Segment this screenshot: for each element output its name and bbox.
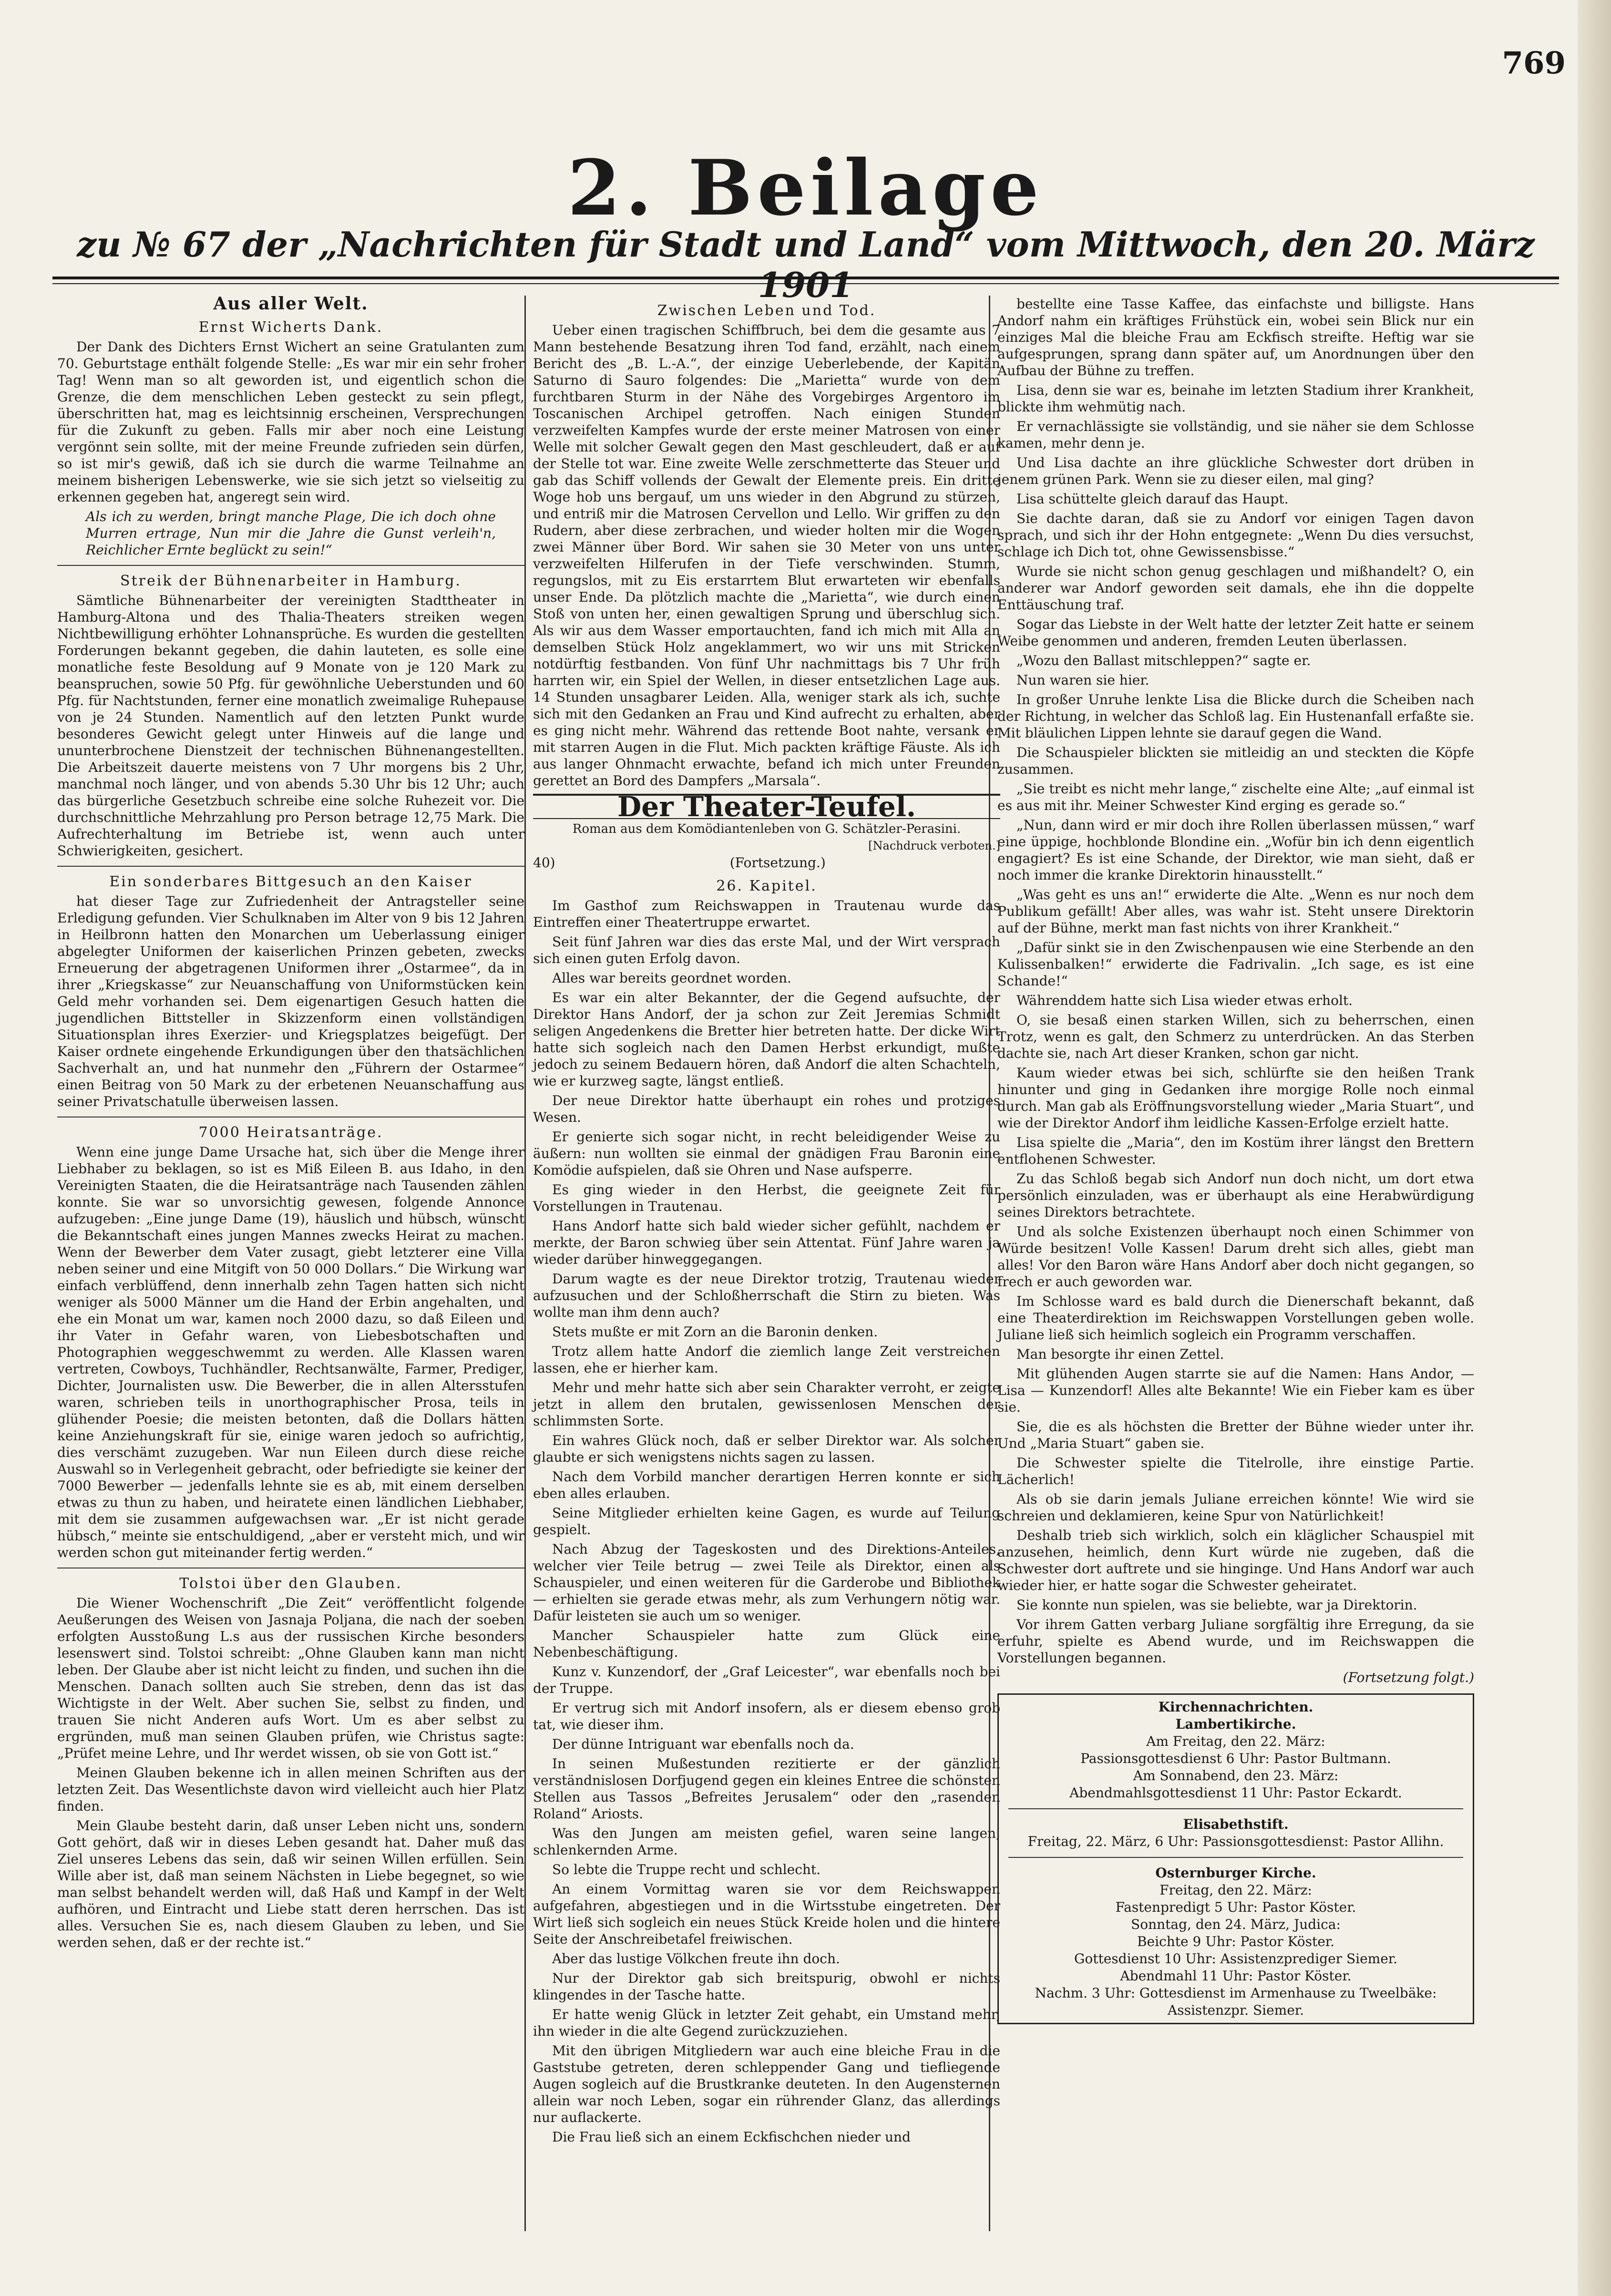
novel-title: Der Theater-Teufel. (533, 794, 1000, 819)
novel-text: Seine Mitglieder erhielten keine Gagen, es wurde auf Teilung gespielt. (533, 1505, 1000, 1538)
header-rule (52, 277, 1559, 284)
article-text: Meinen Glauben bekenne ich in allen meinen Schriften aus der letzten Zeit. Das Wesentlichste davon wird vielleicht auch hier Platz finden. (57, 1765, 524, 1814)
article-title: 7000 Heiratsanträge. (198, 1124, 383, 1141)
article-text: Der Dank des Dichters Ernst Wichert an seine Gratulanten zum 70. Geburtstage enthält folgende Stelle: „Es war mir ein sehr froher Tag! Wenn man so alt geworden ist, und eigentlich schon die Grenze, die dem menschlichen Leben gesteckt zu sein pflegt, überschritten hat, mag es leichtsinnig erscheinen, Versprechungen für die Zukunft zu geben. Falls mir aber noch eine Leistung vergönnt sein sollte, mit der meine Freunde zufrieden sein dürfen, so ist mir's gewiß, daß ich sie durch die warme Teilnahme an meinem bisherigen Lebenswerke, wie sie sich jetzt so vielseitig zu erkennen gegeben hat, angeregt sein wird. (57, 339, 524, 505)
novel-text: Lisa, denn sie war es, beinahe im letzten Stadium ihrer Krankheit, blickte ihm wehmütig nach. (997, 382, 1474, 415)
novel-text: In großer Unruhe lenkte Lisa die Blicke durch die Scheiben nach der Richtung, in welcher das Schloß lag. Ein Hustenanfall erfaßte sie. Mit bläulichen Lippen lehnte sie darauf gegen die Wand. (997, 692, 1474, 741)
novel-text: Sogar das Liebste in der Welt hatte der letzter Zeit hatte er seinem Weibe genommen und anderen, fremden Leuten überlassen. (997, 616, 1474, 649)
novel-text: Die Schwester spielte die Titelrolle, ihre einstige Partie. Lächerlich! (997, 1455, 1474, 1487)
novel-text: Sie konnte nun spielen, was sie beliebte, war ja Direktorin. (1016, 1597, 1417, 1613)
novel-text: Aber das lustige Völkchen freute ihn doch. (552, 1951, 840, 1967)
service-line: Abendmahlsgottesdienst 11 Uhr: Pastor Eckardt. (1069, 1785, 1402, 1801)
church-notices-box (997, 1693, 1474, 2024)
article-text: Ueber einen tragischen Schiffbruch, bei dem die gesamte aus 7 Mann bestehende Besatzung ihren Tod fand, erzählt, nach einem Bericht des „B. L.-A.“, der einzige Ueberlebende, der Kapitän Saturno di Sauro folgendes: Die „Marietta“ wurde von dem furchtbaren Sturm in der Nähe des Vorgebirges Argentoro im Toscanischen Archipel getroffen. Nach einigen Stunden verzweifelten Kampfes wurde der erste meiner Matrosen von einer Welle mit solcher Gewalt gegen den Mast geschleudert, daß er auf der Stelle tot war. Eine zweite Welle zerschmetterte das Steuer und gab das Schiff vollends der Gewalt der Elemente preis. Ein dritte Woge hob uns bergauf, um uns wieder in den Abgrund zu stürzen, und entriß mir die Matrosen Cervellon und Lello. Wir griffen zu den Rudern, aber diese zerbrachen, und wieder holten mir die Wogen zwei Männer über Bord. Wir sahen sie 30 Meter von uns unter verzweifelten Hilferufen in der Tiefe verschwinden. Stumm, regungslos, mit zu Eis erstarrtem Blut erwarteten wir ebenfalls unser Ende. Da plötzlich machte die „Marietta“, wie durch einen Stoß von unten her, einen gewaltigen Sprung und überschlug sich. Als wir aus dem Wasser emportauchten, fand ich mich mit Alla an demselben Stück Holz angeklammert, wo wir uns mit Stricken notdürftig festbanden. Von fünf Uhr nachmittags bis 7 Uhr früh harrten wir, ein Spiel der Wellen, in dieser entsetzlichen Lage aus. 14 Stunden unsagbarer Leiden. Alla, weniger stark als ich, suchte sich mit den Gedanken an Frau und Kind aufrecht zu erhalten, aber es ging nicht mehr. Während das rettende Boot nahte, versank er mit starren Augen in die Flut. Mich packten kräftige Fäuste. Als ich aus langer Ohnmacht erwachte, befand ich mich unter Freunden gerettet an Bord des Dampfers „Marsala“. (533, 322, 1000, 789)
divider (1008, 1808, 1463, 1809)
novel-text: Seit fünf Jahren war dies das erste Mal, und der Wirt versprach sich einen guten Erfolg davon. (533, 934, 1000, 966)
novel-text: Nach Abzug der Tageskosten und des Direktions-Anteiles, welcher vier Teile betrug — zwei Teile als Direktor, einen als Schauspieler, und einen weiteren für die Garderobe und Bibliothek — erhielten sie gerade etwas mehr, als zum Verhungern nötig war. Dafür leisteten sie auch um so weniger. (533, 1541, 1000, 1624)
novel-text: Sie, die es als höchsten die Bretter der Bühne wieder unter ihr. Und „Maria Stuart“ gaben sie. (997, 1419, 1474, 1451)
novel-text: Er genierte sich sogar nicht, in recht beleidigender Weise zu äußern: nun wollten sie einmal der gnädigen Frau Baronin eine Komödie aufspielen, daß sie Ohren und Nase aufsperre. (533, 1129, 1000, 1178)
novel-text: Es ging wieder in den Herbst, die geeignete Zeit für Vorstellungen in Trautenau. (533, 1182, 1000, 1214)
novel-text: Hans Andorf hatte sich bald wieder sicher gefühlt, nachdem er merkte, der Baron schwieg über sein Attentat. Fünf Jahre waren ja wieder darüber hinweggegangen. (533, 1218, 1000, 1267)
novel-text: „Dafür sinkt sie in den Zwischenpausen wie eine Sterbende an den Kulissenbalken!“ erwiderte die Fadrivalin. „Ich sage, es ist eine Schande!“ (997, 940, 1474, 989)
novel-text: Vor ihrem Gatten verbarg Juliane sorgfältig ihre Erregung, da sie erfuhr, spielte es Abend wurde, und im Reichswappen die Vorstellungen begannen. (997, 1617, 1474, 1666)
novel-text: „Wozu den Ballast mitschleppen?“ sagte er. (1016, 653, 1311, 668)
novel-text: Als ob sie darin jemals Juliane erreichen könnte! Wie wird sie schreien und deklamieren, keine Spur von Natürlichkeit! (997, 1491, 1474, 1524)
article-text: Mein Glaube besteht darin, daß unser Leben nicht uns, sondern Gott gehört, daß wir in dieses Leben gesandt hat. Daher muß das Ziel unseres Lebens das sein, daß wir seinen Willen erfüllen. Sein Wille aber ist, daß man seinem Nächsten in Liebe begegnet, so wie man selbst behandelt werden will, daß Haß und Kampf in der Welt aufhören, und Eintracht und Liebe statt deren herrschen. Das ist alles. Versuchen Sie es, nach diesem Glauben zu leben, und Sie werden sehen, daß er der rechte ist.“ (57, 1818, 524, 1950)
novel-text: So lebte die Truppe recht und schlecht. (552, 1862, 821, 1877)
service-line: Beichte 9 Uhr: Pastor Köster. (1137, 1934, 1335, 1949)
column-2 (533, 296, 1000, 2148)
novel-text: Der neue Direktor hatte überhaupt ein rohes und protziges Wesen. (533, 1093, 1000, 1125)
church-name: Osternburger Kirche. (1155, 1865, 1316, 1881)
service-line: Nachm. 3 Uhr: Gottesdienst im Armenhause zu Tweelbäke: Assistenzpr. Siemer. (1035, 1985, 1437, 2018)
novel-text: Im Schlosse ward es bald durch die Dienerschaft bekannt, daß eine Theaterdirektion im Reichswappen Vorstellungen geben wolle. Juliane ließ sich heimlich sogleich ein Programm verschaffen. (997, 1293, 1474, 1343)
reprint-notice: [Nachdruck verboten.] (868, 839, 1000, 852)
supplement-title: 2. Beilage (567, 143, 1044, 233)
novel-text: Im Gasthof zum Reichswappen in Trautenau wurde das Eintreffen einer Theatertruppe erwartet. (533, 898, 1000, 930)
continuation-label: (Fortsetzung.) (729, 855, 826, 871)
service-line: Abendmahl 11 Uhr: Pastor Köster. (1120, 1968, 1352, 1984)
service-line: Freitag, 22. März, 6 Uhr: Passionsgottesdienst: Pastor Allihn. (1027, 1834, 1444, 1849)
page-number: 769 (1502, 45, 1566, 81)
church-name: Elisabethstift. (1183, 1816, 1289, 1832)
article-text: Wenn eine junge Dame Ursache hat, sich über die Menge ihrer Liebhaber zu beklagen, so ist es Miß Eileen B. aus Idaho, in den Vereinigten Staaten, die die Heiratsanträge nach Tausenden zählen konnte. Sie war so unvorsichtig gewesen, folgende Annonce aufzugeben: „Eine junge Dame (19), häuslich und hübsch, wünscht die Bekanntschaft eines jungen Mannes zwecks Heirat zu machen. Wenn der Bewerber dem Vater zusagt, giebt letzterer eine Villa neben seiner und eine Mitgift von 50 000 Dollars.“ Die Wirkung war einfach verblüffend, denn innerhalb zehn Tagen hatten sich nicht weniger als 5000 Männer um die Hand der Erbin angehalten, und ehe ein Monat um war, kamen noch 2000 dazu, so daß Eileen und ihr Vater in Gefahr waren, von Liebesbotschaften und Photographien weggeschwemmt zu werden. Alle Klassen waren vertreten, Cowboys, Tuchhändler, Rechtsanwälte, Farmer, Prediger, Dichter, Journalisten usw. Die Bewerber, die in allen Altersstufen waren, schrieben teils in unorthographischer Prosa, teils in glühender Poesie; die meisten betonten, daß die Dollars hätten keine Anziehungskraft für sie, einige waren jedoch so aufrichtig, dies verschämt zuzugeben. War nun Eileen durch diese reiche Auswahl so in Verlegenheit gebracht, oder befriedigte sie keiner der 7000 Bewerber — jedenfalls lehnte sie es ab, mit einem derselben etwas zu thun zu haben, und heiratete einen ländlichen Liebhaber, mit dem sie zusammen aufgewachsen war. „Er ist nicht gerade hübsch,“ meinte sie entschuldigend, „aber er versteht mich, und wir werden schon gut miteinander fertig werden.“ (57, 1144, 524, 1560)
novel-text: Alles war bereits geordnet worden. (552, 970, 791, 986)
article-title: Tolstoi über den Glauben. (179, 1575, 402, 1592)
novel-text: Mit den übrigen Mitgliedern war auch eine bleiche Frau in die Gaststube getreten, deren schleppender Gang und tiefliegende Augen sogleich auf die Brustkranke deuteten. In den Augensternen allein war noch Leben, sogar ein rührender Glanz, das allerdings nur auflackerte. (533, 2043, 1000, 2125)
service-line: Am Sonnabend, den 23. März: (1133, 1768, 1339, 1784)
novel-text: Kunz v. Kunzendorf, der „Graf Leicester“, war ebenfalls noch bei der Truppe. (533, 1664, 1000, 1696)
article-title: Ein sonderbares Bittgesuch an den Kaiser (109, 873, 472, 890)
novel-text: Und als solche Existenzen überhaupt noch einen Schimmer von Würde besitzen! Volle Kassen! Darum dreht sich alles, giebt man alles! Vor den Baron wäre Hans Andorf aber doch nicht gegangen, so frech er auch geworden war. (997, 1224, 1474, 1290)
novel-text: Lisa schüttelte gleich darauf das Haupt. (1016, 491, 1289, 507)
novel-text: Deshalb trieb sich wirklich, solch ein kläglicher Schauspiel mit anzusehen, heimlich, denn Kurt würde nie zugeben, daß die Schwester dort auftrete und sie hinginge. Und Hans Andorf war auch wieder hier, er hatte sogar die Schwester geheiratet. (997, 1527, 1474, 1593)
service-line: Fastenpredigt 5 Uhr: Pastor Köster. (1115, 1899, 1356, 1915)
continuation-note: (Fortsetzung folgt.) (1343, 1670, 1474, 1685)
article-text: Sämtliche Bühnenarbeiter der vereinigten Stadttheater in Hamburg-Altona und des Thalia-Theaters streiken wegen Nichtbewilligung erhöhter Lohnansprüche. Es wurden die gestellten Forderungen bekannt gegeben, die dahin lauteten, es solle eine monatliche feste Besoldung auf 9 Monate von je 120 Mark zu beanspruchen, sowie 50 Pfg. für gewöhnliche Ueberstunden und 60 Pfg. für Nachtstunden, ferner eine monatlich zweimalige Ruhepause von je 24 Stunden. Namentlich auf den letzten Punkt wurde besonderes Gewicht gelegt unter Hinweis auf die lange und ununterbrochene Dienstzeit der technischen Bühnenangestellten. Die Arbeitszeit dauerte meistens von 7 Uhr morgens bis 2 Uhr, manchmal noch länger, und von abends 5.30 Uhr bis 12 Uhr; auch das bürgerliche Gesetzbuch schreibe eine solche Ruhezeit vor. Die durchschnittliche Mehrzahlung pro Person betrage 12,75 Mark. Die Aufrechterhaltung im Betriebe ist, wenn auch unter Schwierigkeiten, gesichert. (57, 593, 524, 859)
novel-text: „Was geht es uns an!“ erwiderte die Alte. „Wenn es nur noch dem Publikum gefällt! Aber alles, was wahr ist. Steht unsere Direktorin auf der Bühne, merkt man fast nichts von ihrer Krankheit.“ (997, 887, 1474, 936)
column-3 (997, 296, 1474, 2024)
page-edge (1578, 0, 1611, 2296)
article-text: Die Wiener Wochenschrift „Die Zeit“ veröffentlicht folgende Aeußerungen des Weisen von Jasnaja Poljana, die nach der soeben erfolgten Ausstoßung L.s aus der russischen Kirche besonders lesenswert sind. Tolstoi schreibt: „Ohne Glauben kann man nicht leben. Der Glaube aber ist nicht leicht zu finden, und suchen ihn die Menschen. Danach sollten auch Sie streben, denn das ist das Wichtigste in der Welt. Aber suchen Sie, selbst zu finden, und trauen Sie nicht Anderen aufs Wort. Um es aber selbst zu ergründen, muß man seinen Glauben prüfen, wie Christus sagte: „Prüfet meine Lehre, und Ihr werdet wissen, ob sie von Gott ist.“ (57, 1595, 524, 1761)
section-heading: Aus aller Welt. (213, 294, 369, 314)
novel-text: Und Lisa dachte an ihre glückliche Schwester dort drüben in jenem grünen Park. Wenn sie zu dieser eilen, mal ging? (997, 455, 1474, 487)
service-line: Sonntag, den 24. März, Judica: (1131, 1917, 1341, 1932)
novel-text: Mancher Schauspieler hatte zum Glück eine Nebenbeschäftigung. (533, 1628, 1000, 1660)
novel-text: „Sie treibt es nicht mehr lange,“ zischelte eine Alte; „auf einmal ist es aus mit ihr. Meiner Schwester Kind erging es gerade so.“ (997, 781, 1474, 813)
novel-text: Nun waren sie hier. (1016, 672, 1149, 688)
divider (57, 565, 524, 566)
novel-text: Die Schauspieler blickten sie mitleidig an und steckten die Köpfe zusammen. (997, 745, 1474, 777)
service-line: Gottesdienst 10 Uhr: Assistenzprediger Siemer. (1074, 1951, 1397, 1967)
novel-text: Trotz allem hatte Andorf die ziemlich lange Zeit verstreichen lassen, ehe er hierher kam. (533, 1343, 1000, 1376)
poem: Als ich zu werden, bringt manche Plage, Die ich doch ohne Murren ertrage, Nun mir die Jahre die Gunst verleih'n, Reichlicher Ernte beglückt zu sein!“ (86, 509, 496, 558)
service-line: Freitag, den 22. März: (1160, 1882, 1312, 1898)
novel-text: Nur der Direktor gab sich breitspurig, obwohl er nichts klingendes in der Tasche hatte. (533, 1970, 1000, 2003)
article-title: Ernst Wicherts Dank. (198, 319, 383, 336)
article-title: Streik der Bühnenarbeiter in Hamburg. (120, 573, 462, 589)
column-1 (57, 296, 524, 1954)
novel-subtitle: Roman aus dem Komödiantenleben von G. Schätzler-Perasini. (572, 822, 961, 836)
novel-text: Ein wahres Glück noch, daß er selber Direktor war. Als solcher glaubte er sich wenigstens nichts sagen zu lassen. (533, 1433, 1000, 1465)
novel-text: Die Frau ließ sich an einem Eckfischchen nieder und (552, 2129, 911, 2145)
novel-text: An einem Vormittag waren sie vor dem Reichswappen aufgefahren, abgestiegen und in die Wirtsstube eingetreten. Der Wirt ließ sich sogleich ein neues Stück Kreide holen und die hintere Seite der Anschreibetafel freiwischen. (533, 1881, 1000, 1947)
novel-text: Wurde sie nicht schon genug geschlagen und mißhandelt? O, ein anderer war Andorf geworden seit damals, ehe ihn die doppelte Enttäuschung traf. (997, 564, 1474, 613)
novel-text: Darum wagte es der neue Direktor trotzig, Trautenau wieder aufzusuchen und der Schloßherrschaft die Stirn zu bieten. Was wollte man ihm denn auch? (533, 1271, 1000, 1320)
novel-text: Mehr und mehr hatte sich aber sein Charakter verroht, er zeigte jetzt in allem den brutalen, gewissenlosen Menschen der schlimmsten Sorte. (533, 1380, 1000, 1429)
installment-number: 40) (533, 855, 555, 871)
article-text: hat dieser Tage zur Zufriedenheit der Antragsteller seine Erledigung gefunden. Vier Schulknaben im Alter von 9 bis 12 Jahren in Heilbronn hatten den Monarchen um Ueberlassung einiger abgelegter Uniformen der kaiserlichen Prinzen gebeten, zwecks Erneuerung der abgetragenen Uniformen ihrer „Ostarmee“, da in ihrer „Kriegskasse“ zur Neuanschaffung von Uniformstücken kein Geld mehr vorhanden sei. Dem eigenartigen Gesuch hatten die jugendlichen Bittsteller in Skizzenform einen vollständigen Situationsplan ihres Exerzier- und Kriegsplatzes beigefügt. Der Kaiser ordnete eingehende Erkundigungen über den thatsächlichen Sachverhalt an, und hat nunmehr den „Führern der Ostarmee“ einen Beitrag von 50 Mark zu der erbetenen Neuanschaffung aus seiner Privatschatulle überweisen lassen. (57, 893, 524, 1109)
divider (1008, 1857, 1463, 1858)
installment-line (533, 854, 1000, 871)
article-title: Zwischen Leben und Tod. (657, 302, 876, 319)
novel-text: Sie dachte daran, daß sie zu Andorf vor einigen Tagen davon sprach, und sich ihr der Hohn entgegnete: „Wenn Du dies versuchst, schlage ich Dich tot, ohne Gewissensbisse.“ (997, 511, 1474, 560)
church-name: Lambertikirche. (1175, 1716, 1296, 1732)
novel-text: Zu das Schloß begab sich Andorf nun doch nicht, um dort etwa persönlich einzuladen, was er überhaupt als eine Herabwürdigung seines Direktors betrachtete. (997, 1171, 1474, 1220)
novel-text: „Nun, dann wird er mir doch ihre Rollen überlassen müssen,“ warf eine üppige, hochblonde Blondine ein. „Wofür bin ich denn eigentlich engagiert? Es ist eine Schande, der Direktor, wie man sieht, daß er noch immer die kranke Direktorin hinausstellt.“ (997, 817, 1474, 883)
novel-text: Was den Jungen am meisten gefiel, waren seine langen, schlenkernden Arme. (533, 1825, 1000, 1858)
novel-text: Man besorgte ihr einen Zettel. (1016, 1346, 1224, 1362)
novel-text: Nach dem Vorbild mancher derartigen Herren konnte er sich eben alles erlauben. (533, 1469, 1000, 1501)
church-notices-title: Kirchennachrichten. (1158, 1699, 1313, 1715)
novel-text: Es war ein alter Bekannter, der die Gegend aufsuchte, der Direktor Hans Andorf, der ja schon zur Zeit Jeremias Schmidt seligen Angedenkens die Bretter hier betreten hatte. Der dicke Wirt hatte sich sogleich nach den Damen Herbst erkundigt, mußte jedoch zu seinem Bedauern hören, daß Andorf die alten Schachteln, wie er kurzweg sagte, längst entließ. (533, 990, 1000, 1089)
novel-text: Er vernachlässigte sie vollständig, und sie näher sie dem Schlosse kamen, mehr denn je. (997, 419, 1474, 451)
supplement-subtitle: zu № 67 der „Nachrichten für Stadt und Land“ vom Mittwoch, den 20. März 1901 (77, 224, 1535, 305)
novel-text: Er vertrug sich mit Andorf insofern, als er diesem ebenso grob tat, wie dieser ihm. (533, 1700, 1000, 1732)
novel-text: O, sie besaß einen starken Willen, sich zu beherrschen, einen Trotz, wenn es galt, den Schmerz zu unterdrücken. An das Sterben dachte sie, nach Art dieser Kranken, schon gar nicht. (997, 1012, 1474, 1061)
novel-text: In seinen Mußestunden rezitierte er der gänzlich verständnislosen Dorfjugend gegen ein kleines Entree die schönsten Stellen aus Tassos „Befreites Jerusalem“ oder den „rasenden Roland“ Ariosts. (533, 1756, 1000, 1822)
novel-text: bestellte eine Tasse Kaffee, das einfachste und billigste. Hans Andorf nahm ein kräftiges Frühstück ein, wobei sein Blick nur ein einziges Mal die bleiche Frau am Eckfisch streifte. Heftig war sie aufgesprungen, sprang dann später auf, um Anordnungen über den Aufbau der Bühne zu treffen. (997, 296, 1474, 379)
novel-text: Lisa spielte die „Maria“, den im Kostüm ihrer längst den Brettern entflohenen Schwester. (997, 1135, 1474, 1167)
novel-text: Er hatte wenig Glück in letzter Zeit gehabt, ein Umstand mehr, ihn wieder in die alte Gegend zurückzuziehen. (533, 2007, 1000, 2039)
novel-text: Der dünne Intriguant war ebenfalls noch da. (552, 1736, 854, 1752)
service-line: Am Freitag, den 22. März: (1146, 1733, 1325, 1749)
novel-text: Kaum wieder etwas bei sich, schlürfte sie den heißen Trank hinunter und ging in Gedanken ihre morgige Rolle noch einmal durch. Man gab als Eröffnungsvorstellung wieder „Maria Stuart“, und wie der Direktor Andorf ihm leidliche Kassen-Erfolge erzielt hatte. (997, 1065, 1474, 1131)
column-divider (524, 296, 526, 2231)
chapter-heading: 26. Kapitel. (716, 878, 817, 894)
novel-text: Währenddem hatte sich Lisa wieder etwas erholt. (1016, 993, 1353, 1008)
novel-text: Mit glühenden Augen starrte sie auf die Namen: Hans Andor, — Lisa — Kunzendorf! Alles alte Bekannte! Wie ein Fieber kam es über sie. (997, 1366, 1474, 1415)
divider (57, 866, 524, 867)
novel-text: Stets mußte er mit Zorn an die Baronin denken. (552, 1324, 878, 1340)
service-line: Passionsgottesdienst 6 Uhr: Pastor Bultmann. (1080, 1751, 1391, 1766)
